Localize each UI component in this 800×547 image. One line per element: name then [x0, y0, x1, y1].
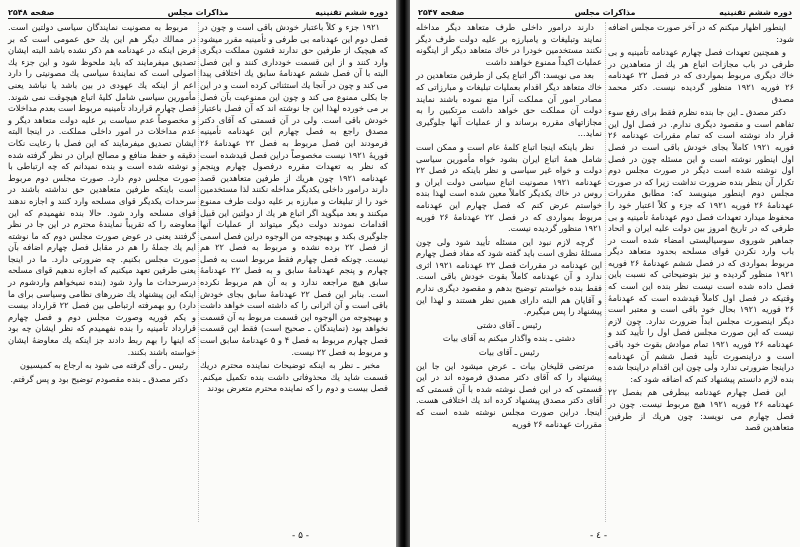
paragraph: مرتضی قلیخان بیات ـ عرض میشود این جا این پیشنهاد را که آقای دکتر مصدق فرموده اند در این قسمتی که در این فصل نوشته شده با آن قسمتی که آقای دکتر مصدق پیشنهاد کرده اند یك اختلافی هست. اینجا. دراین صورت مجلس نوشته شده است که مقررات عهدنامه ۲۶ فوریه [416, 360, 602, 429]
text-column [200, 22, 388, 397]
speaker-line: رئیس ـ آقای بیات [478, 347, 540, 358]
text-column [8, 22, 196, 387]
speaker-line: دشتی ـ بنده واگذار میکنم به آقای بیات [442, 333, 576, 344]
running-title: مذاکرات مجلس [167, 8, 229, 17]
paragraph: ۱۹۲۱ جزء و کلاً باعتبار خودش باقی است و چون در فصل دوم این عهدنامه بی طرفی و تأمینیه مقرر میشود که هیچیک از طرفین حق ندارند قشون مملکت دیگری وارد کنند و از این قسمت خودداری کنند و این فصل البته با آن فصل ششم عهدنامهٔ سابق یك اختلافی پیدا می کند و چون در آنجا یك استثنائی کرده است و در این جا بکلی ممنوع می کند و چون این ممنوعیت بآن فصل بر می خورده لهذا این جا نوشته اند که آن فصل باعتبار خودش باقی است. ولی در آن قسمتی که آقای دکتر مصدق راجع به فصل چهارم این عهدنامه تأمینیه فرمودند این فصل مربوط به فصل ۲۲ عهدنامهٔ ۲۶ فوریهٔ ۱۹۲۱ نیست مخصوصاً دراین فصل قیدشده است که نظر به تعهدات مقرره درفصول چهارم وپنجم عهدنامه ۱۹۲۱ چون هریك از طرفین متعاهدین قصد دارند درامور داخلی یکدیگر مداخله نکنند لذا مستخدمین خود را از تبلیغات و مبارزه بر علیه دولت طرف ممنوع میکنند و بعد میگوید اگر اتباع هر یك از دولتین این قبیل اقدامات نمودند دولت دیگر میتواند از عملیات آنها جلوگیری بکند و بهیچوجه من الوجوه دراین فصل اسمی از فصل ۲۲ برده نشده و مربوط به فصل ۲۲ هم نیست. چونکه فصل چهارم فقط مربوط است به فصل چهارم و پنجم عهدنامهٔ سابق و به فصل ۲۲ عهدنامهٔ سابق هیچ مراجعه ندارد و به آن هم مربوط نکرده است. بنابر این فصل ۲۲ عهدنامهٔ سابق بجای خودش باقی است و آن اثرانی را که داشته است خواهد داشت و بهیچوجه من الوجوه این قسمت مربوط به آن قسمت نخواهد بود (نمایندگان ـ صحیح است) فقط این قسمت فصل چهارم مربوط به فصل ۴ و ۵ عهدنامهٔ سابق است و مربوط به فصل ۲۲ نیست. [200, 22, 389, 357]
text-column [608, 22, 794, 436]
page-number: صفحه ۲۵۴۷ [418, 8, 465, 17]
column-divider [605, 22, 606, 522]
paragraph: دکتر مصدق ـ بنده مقصودم توضیح بود و پس گرفتم. [10, 373, 188, 384]
page-footer: - ۵ - [292, 531, 310, 541]
paragraph: دکتر مصدق ـ این جا بنده نظرم فقط برای رفع سوء تفاهم است و مقصود دیگری ندارم. در فصل اول این قرار داد نوشته است که تمام مقررات عهدنامه ۲۶ فوریه ۱۹۲۱ کاملاً بجای خودش باقی است در فصل اول اینطور نوشته است و این مسئله چون در فصل اول نوشته شده است دیگر در صورت مجلس دوم تکرار آن بنظر بنده ضرورت نداشت زیرا که در صورت مجلس دوم اینطور مینویسد که: مطابق مقررات عهدنامهٔ ۲۶ فوریه ۱۹۲۱ که جزء و کلاً اعتبار خود را محفوظ میدارد تعهدات فصل دوم عهدنامهٔ تأمینیه و بی طرفی که در تاریخ امروز بین دولت علیه ایران و اتحاد جماهیر شوروی سوسیالیستی امضاء شده است در باب وارد نکردن قوای مسلحه بحدود متعاهد دیگر مربوط بمواردی که در فصل ششم عهدنامهٔ ۲۶ فوریه ۱۹۲۱ منظور گردیده و نیز بتوضیحاتی که نسبت باین فصل داده شده است نیست نظر بنده این است که وقتیکه در فصل اول کاملاً قیدشده است که عهدنامهٔ ۲۶ فوریه ۱۹۲۱ بحال خود باقی است و معتبر است دیگر اینصورت مجلس ابداً ضرورت ندارد. چون لازم نیست که این صورت مجلس فصل اول را تأیید کند و عهدنامه ۲۶ فوریه ۱۹۲۱ تمام موادش بقوت خود باقی است و دراینصورت تأیید فصل ششم آن عهدنامه دراینجا ضرورتی ندارد ولی چون این اقدام دراینجا شده بنده لازم دانستم پیشنهاد کنم که اضافه شود که: [608, 107, 795, 384]
column-divider [198, 22, 199, 522]
paragraph: مربوط به مصونیت نمایندگان سیاسی دولتین است. در ممالك دیگر هم این یك حق عمومی است که بر فرض اینکه در عهدنامه هم ذکر نشده باشد البته ایشان تصدیق میفرمایند که باید ملحوظ شود و این جزء یك اصولی است که نمایندهٔ سیاسی یك مصونیتی را دارد اعم از اینکه یك عهودی در بین باشد یا نباشد یعنی مأمورین سیاسی شامل کلیهٔ اتباع هیچوقت نمی شوند. فصل چهارم قرارداد تأمینیه مربوط است بعدم مداخلات و مخصوصاً عدم سیاست بر علیه دولت متعاهد دیگر و عدم مداخلات در امور داخلی مملکت. در اینجا البته ایشان تصدیق میفرمایند که این فصل با رعایت نکات دقیقه و حفظ منافع و مصالح ایران در نظر گرفته شده و نوشته شده است و بنده نمیدانم که چه ارتباطی با صورت مجلس دوم دارد. صورت مجلس دوم مربوط است باینکه طرفین متعاهدین حق نداشته باشند در سرحدات یکدیگر قوای مسلحه وارد کنند و اجازه ندهند قوای مسلحه وارد شود. حالا بنده نفهمیدم که این معاوضه را که تقریباً نمایندهٔ محترم در این جا در نظر گرفتند یعنی در عوض صورت مجلس دوم که ما نوشته ایم یك جملهٔ را هم در مقابل فصل چهارم اضافه بآن صورت مجلس بکنیم. چه ضرورتی دارد. ما در اینجا یعنی طرفین تعهد میکنیم که اجازه ندهیم قوای مسلحه درسرحدات ما وارد شود (بنده نمیخواهم واردشوم در اینکه این پیشنهاد یك ضررهای نظامی وسیاسی برای ما دارد) رو بهمرفته ارتباطی بین فصل ۲۲ قرارداد بیست و یکم فوریه وصورت مجلس دوم و فصل چهارم قرارداد تأمینیه را بنده نفهمیدم که نظر ایشان چه بود که اینها را بهم ربط دادند جز اینکه یك معاوضهٔ ایشان خواسته باشند بکنند. [8, 22, 196, 357]
paragraph: بعد می نویسد: اگر اتباع یکی از طرفین متعاهدین در خاك متعاهد دیگر اقدام بعملیات تبلیغات و مبارزاتی که مصادر امور آن مملکت آنرا منع نموده باشند نمایند دولت آن مملکت حق خواهد داشت مرتکبین را به مجازاتهای مقرره برساند و از عملیات آنها جلوگیری نماید... [416, 70, 602, 139]
speaker-line: رئیس ـ آقای دشتی [476, 319, 542, 330]
book-gutter [396, 0, 410, 547]
paragraph: مخبر ـ نظر به اینکه توضیحات نماینده محترم دریك قسمت شاید یك محذوفاتی داشت بنده تکمیل میکنم. فصل بیست و دوم را که نماینده محترم متعرض بودند [200, 360, 388, 394]
paragraph: گرچه لازم نبود این مسئله تأیید شود ولی چون مسئلهٔ نظری است باید گفته شود که مفاد فصل چهارم این عهدنامه در مقررات فصل ۲۲ عهدنامه ۱۹۲۱ اثری ندارد و آن عهدنامه کاملاً بقوت خودش باقی است. فقط بنده خواستم توضیح بدهم و مقصود دیگری ندارم و آقایان هم البته دارای همین نظر هستند و لهذا این پیشنهاد را پس میگیرم. [416, 236, 603, 317]
left-page [0, 0, 396, 547]
paragraph: نظر باینکه اینجا اتباع کلمهٔ عام است و ممکن است شامل همهٔ اتباع ایران بشود خواه مأمورین سیاسی دولت و خواه غیر سیاسی و نظر باینکه در فصل ۲۲ عهدنامه ۱۹۲۱ مصونیت اتباع سیاسی دولت ایران و روس در خاك یکدیگر کاملاً معین شده است لهذا بنده خواستم عرض کنم که فصل چهارم این عهدنامه مربوط بمواردی که در فصل ۲۲ عهدنامهٔ ۲۶ فوریه ۱۹۲۱ منظور گردیده نیست. [416, 141, 602, 234]
page-footer: - ٤ - [590, 531, 608, 541]
paragraph: رئیس ـ رأی گرفته می شود به ارجاع به کمیسیون [19, 360, 188, 371]
running-title: مذاکرات مجلس [574, 8, 636, 17]
paragraph: این فصل چهارم عهدنامه بیطرفی هم بفصل ۲۲ عهدنامه ۲۶ فوریه ۱۹۲۱ هیچ مربوط نیست. چون در فصل چهارم می نویسد: چون هریك از طرفین متعاهدین قصد [608, 387, 795, 433]
session-title: دوره ششم تقنینیه [315, 8, 388, 17]
paragraph: و همچنین تعهدات فصل چهارم عهدنامه تأمینیه و بی طرفی در باب مجازات اتباع هر یك از متعاهدین در خاك دیگری مربوط بمواردی که در فصل ۲۲ عهدنامه ۲۶ فوریه ۱۹۲۱ منظور گردیده نیست. دکتر محمد مصدق [608, 47, 794, 104]
left-page-header [8, 4, 388, 19]
paragraph: اینطور اظهار میکنم که در آخر صورت مجلس اضافه شود: [608, 22, 794, 44]
right-page-header [418, 4, 792, 19]
text-column [416, 22, 602, 432]
session-title: دوره ششم تقنینیه [719, 8, 792, 17]
page-number: صفحه ۲۵۴۸ [8, 8, 55, 17]
right-page [410, 0, 800, 547]
paragraph: دارند درامور داخلی طرف متعاهد دیگر مداخله نمایند وتبلیغات و یامبارزه بر علیه دولت طرف دیگر نکنند مستخدمین خودرا در خاك متعاهد دیگر از اینگونه عملیات اکیداً ممنوع خواهند داشت [416, 22, 602, 67]
